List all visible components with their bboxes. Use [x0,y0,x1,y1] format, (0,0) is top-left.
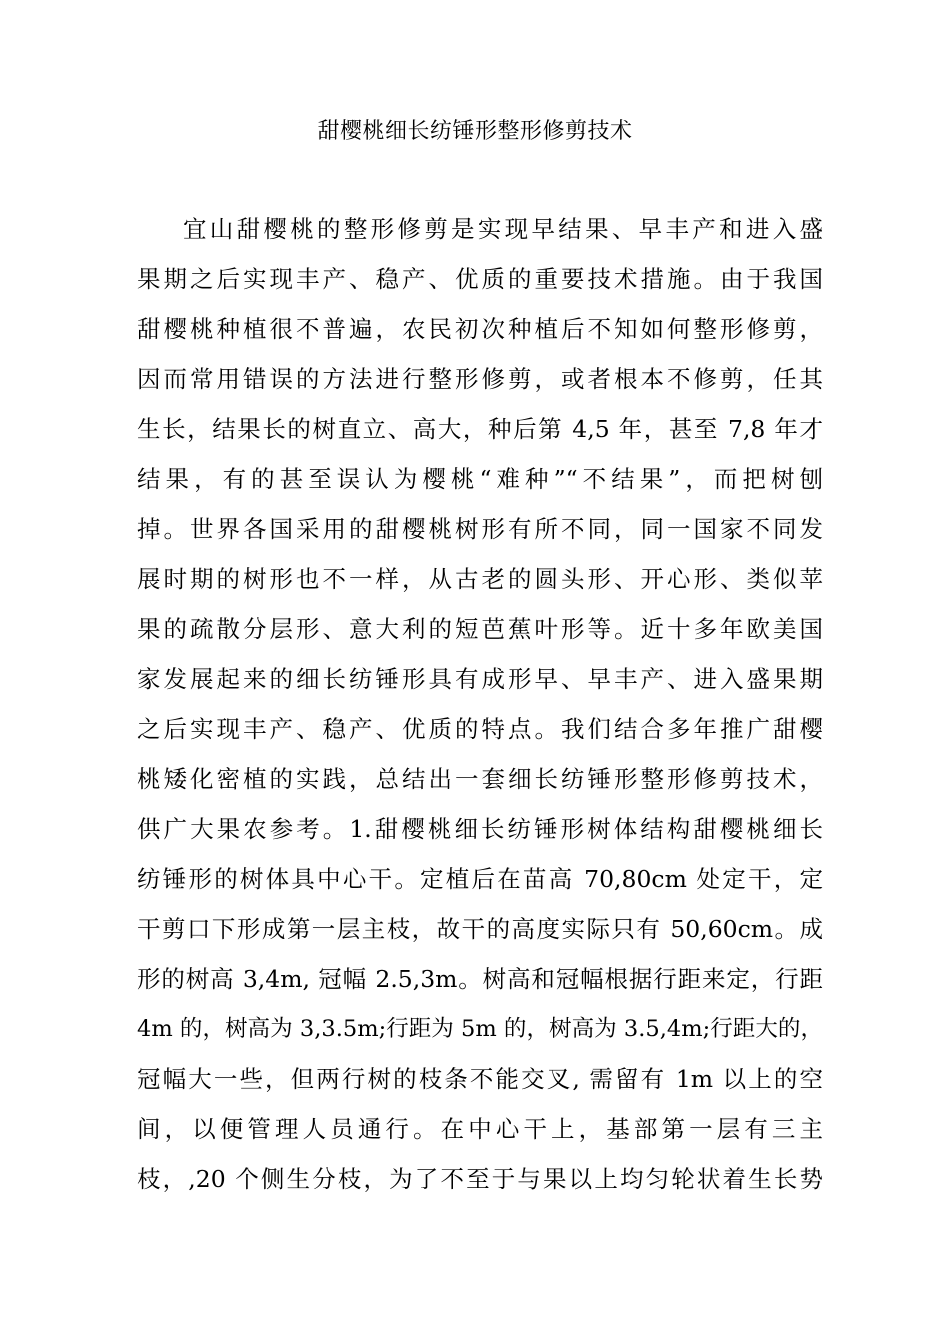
document-body [137,204,823,1204]
paragraph-line: 生长，结果长的树直立、高大，种后第 4,5 年，甚至 7,8 年才 [137,415,823,443]
paragraph-line: 枝，,20 个侧生分枝，为了不至于与果以上均匀轮状着生长势 [137,1165,823,1193]
paragraph-line: 干剪口下形成第一层主枝，故干的高度实际只有 50,60cm。成 [137,915,823,943]
document-title: 甜樱桃细长纺锤形整形修剪技术 [317,119,633,144]
paragraph-line: 形的树高 3,4m, 冠幅 2.5,3m。树高和冠幅根据行距来定，行距 [137,965,823,993]
paragraph-line: 果的疏散分层形、意大利的短芭蕉叶形等。近十多年欧美国 [137,615,823,643]
paragraph-line: 冠幅大一些，但两行树的枝条不能交叉, 需留有 1m 以上的空 [137,1065,823,1093]
paragraph-line: 果期之后实现丰产、稳产、优质的重要技术措施。由于我国 [137,265,823,293]
paragraph-line: 之后实现丰产、稳产、优质的特点。我们结合多年推广甜樱 [137,715,823,743]
paragraph-line: 桃矮化密植的实践，总结出一套细长纺锤形整形修剪技术， [137,765,823,793]
paragraph-line: 供广大果农参考。1.甜樱桃细长纺锤形树体结构甜樱桃细长 [137,815,823,843]
paragraph-line: 结果，有的甚至误认为樱桃“难种”“不结果”，而把树刨 [137,465,823,493]
paragraph-line: 纺锤形的树体具中心干。定植后在苗高 70,80cm 处定干，定 [137,865,823,893]
paragraph-line: 宜山甜樱桃的整形修剪是实现早结果、早丰产和进入盛 [183,215,823,243]
paragraph-line: 甜樱桃种植很不普遍，农民初次种植后不知如何整形修剪， [137,315,823,343]
paragraph-line: 掉。世界各国采用的甜樱桃树形有所不同，同一国家不同发 [137,515,823,543]
paragraph-line: 展时期的树形也不一样，从古老的圆头形、开心形、类似苹 [137,565,823,593]
paragraph-line: 家发展起来的细长纺锤形具有成形早、早丰产、进入盛果期 [137,665,823,693]
paragraph-line: 4m 的，树高为 3,3.5m;行距为 5m 的，树高为 3.5,4m;行距大的， [137,1016,823,1042]
paragraph-line: 因而常用错误的方法进行整形修剪，或者根本不修剪，任其 [137,365,823,393]
paragraph-line: 间，以便管理人员通行。在中心干上，基部第一层有三主 [137,1115,823,1143]
